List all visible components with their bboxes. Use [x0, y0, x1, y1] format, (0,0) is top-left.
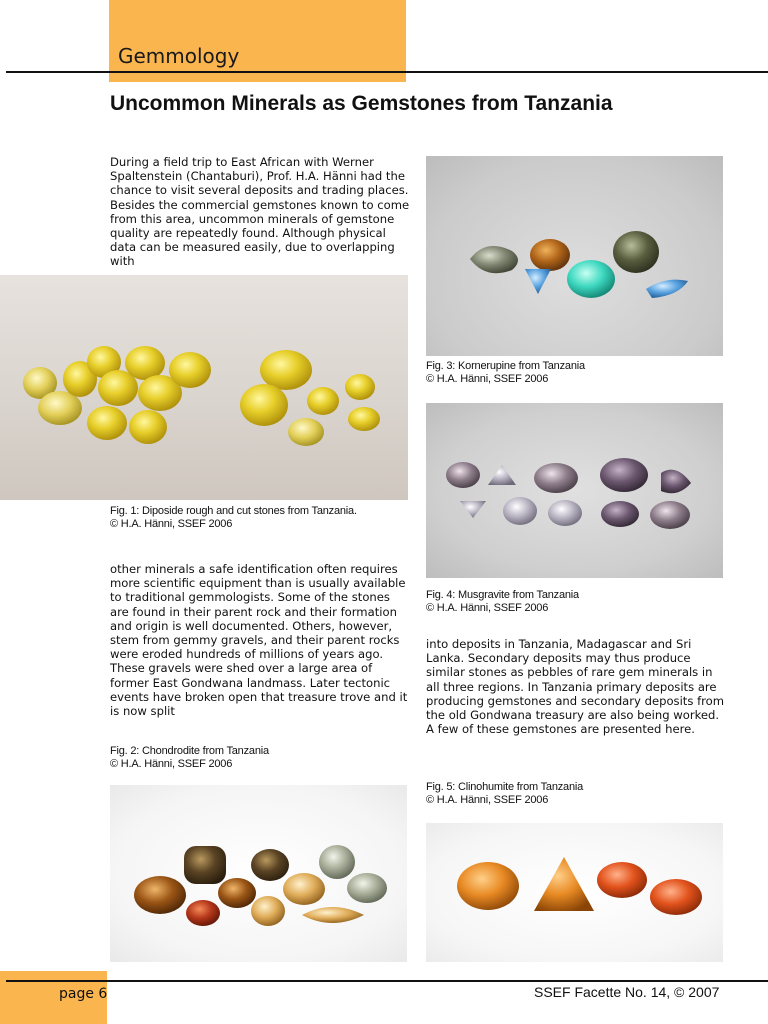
figure-5-caption-block: [426, 781, 583, 807]
page-number: page 6: [59, 986, 108, 1002]
figure-1-photo: [0, 275, 408, 500]
header-accent-block: [109, 0, 406, 82]
body-paragraph-3: into deposits in Tanzania, Madagascar and Sri Lanka. Secondary deposits may thus produce similar stones as pebbles of rare gem minerals in all three regions. In Tanzania primary deposits are producing gemstones and secondary deposits from the old Gondwana treasury are also being worked. A few of these gemstones are presented here.: [426, 637, 725, 737]
cut-stones-group: [240, 350, 380, 446]
body-paragraph-2: other minerals a safe identification often requires more scientific equipment than is usually available to traditional gemmologists. Some of the stones are found in their parent rock and their formation and origin is well documented. Others, however, stem from gemmy gravels, and their parent rocks were eroded hundreds of millions of years ago. These gravels were shed over a large area of former East Gondwana landmass. Later tectonic events have broken open that treasure trove and it is now split: [110, 562, 408, 719]
figure-4-caption-block: [426, 589, 579, 615]
figure-3-credit: © H.A. Hänni, SSEF 2006: [426, 373, 549, 385]
figure-1-caption-block: [110, 505, 357, 531]
figure-2-photo: [110, 785, 407, 962]
figure-1-caption: Fig. 1: Diposide rough and cut stones from Tanzania.: [110, 505, 357, 517]
figure-3-caption-block: [426, 360, 585, 386]
figure-4-caption: Fig. 4: Musgravite from Tanzania: [426, 589, 579, 601]
figure-2-credit: © H.A. Hänni, SSEF 2006: [110, 758, 233, 770]
figure-2-caption: Fig. 2: Chondrodite from Tanzania: [110, 745, 269, 757]
figure-1-credit: © H.A. Hänni, SSEF 2006: [110, 518, 233, 530]
figure-5-photo: [426, 823, 723, 962]
figure-3-caption: Fig. 3: Kornerupine from Tanzania: [426, 360, 585, 372]
rough-stones-group: [23, 346, 211, 444]
footer-rule: [6, 980, 768, 982]
figure-3-photo: [426, 156, 723, 356]
publication-info: SSEF Facette No. 14, © 2007: [534, 984, 720, 1000]
figure-5-credit: © H.A. Hänni, SSEF 2006: [426, 794, 549, 806]
figure-4-credit: © H.A. Hänni, SSEF 2006: [426, 602, 549, 614]
section-label: Gemmology: [118, 44, 240, 68]
body-paragraph-1: During a field trip to East African with Werner Spaltenstein (Chantaburi), Prof. H.A. Hänni had the chance to visit several deposits and trading places. Besides the commercial gemstones known to come from this area, uncommon minerals of gemstone quality are repeatedly found. Although physical data can be measured easily, due to overlapping with: [110, 155, 410, 269]
header-rule: [6, 71, 768, 73]
figure-5-caption: Fig. 5: Clinohumite from Tanzania: [426, 781, 584, 793]
figure-4-photo: [426, 403, 723, 578]
article-title: Uncommon Minerals as Gemstones from Tanzania: [110, 92, 613, 115]
figure-2-caption-block: [110, 745, 269, 771]
